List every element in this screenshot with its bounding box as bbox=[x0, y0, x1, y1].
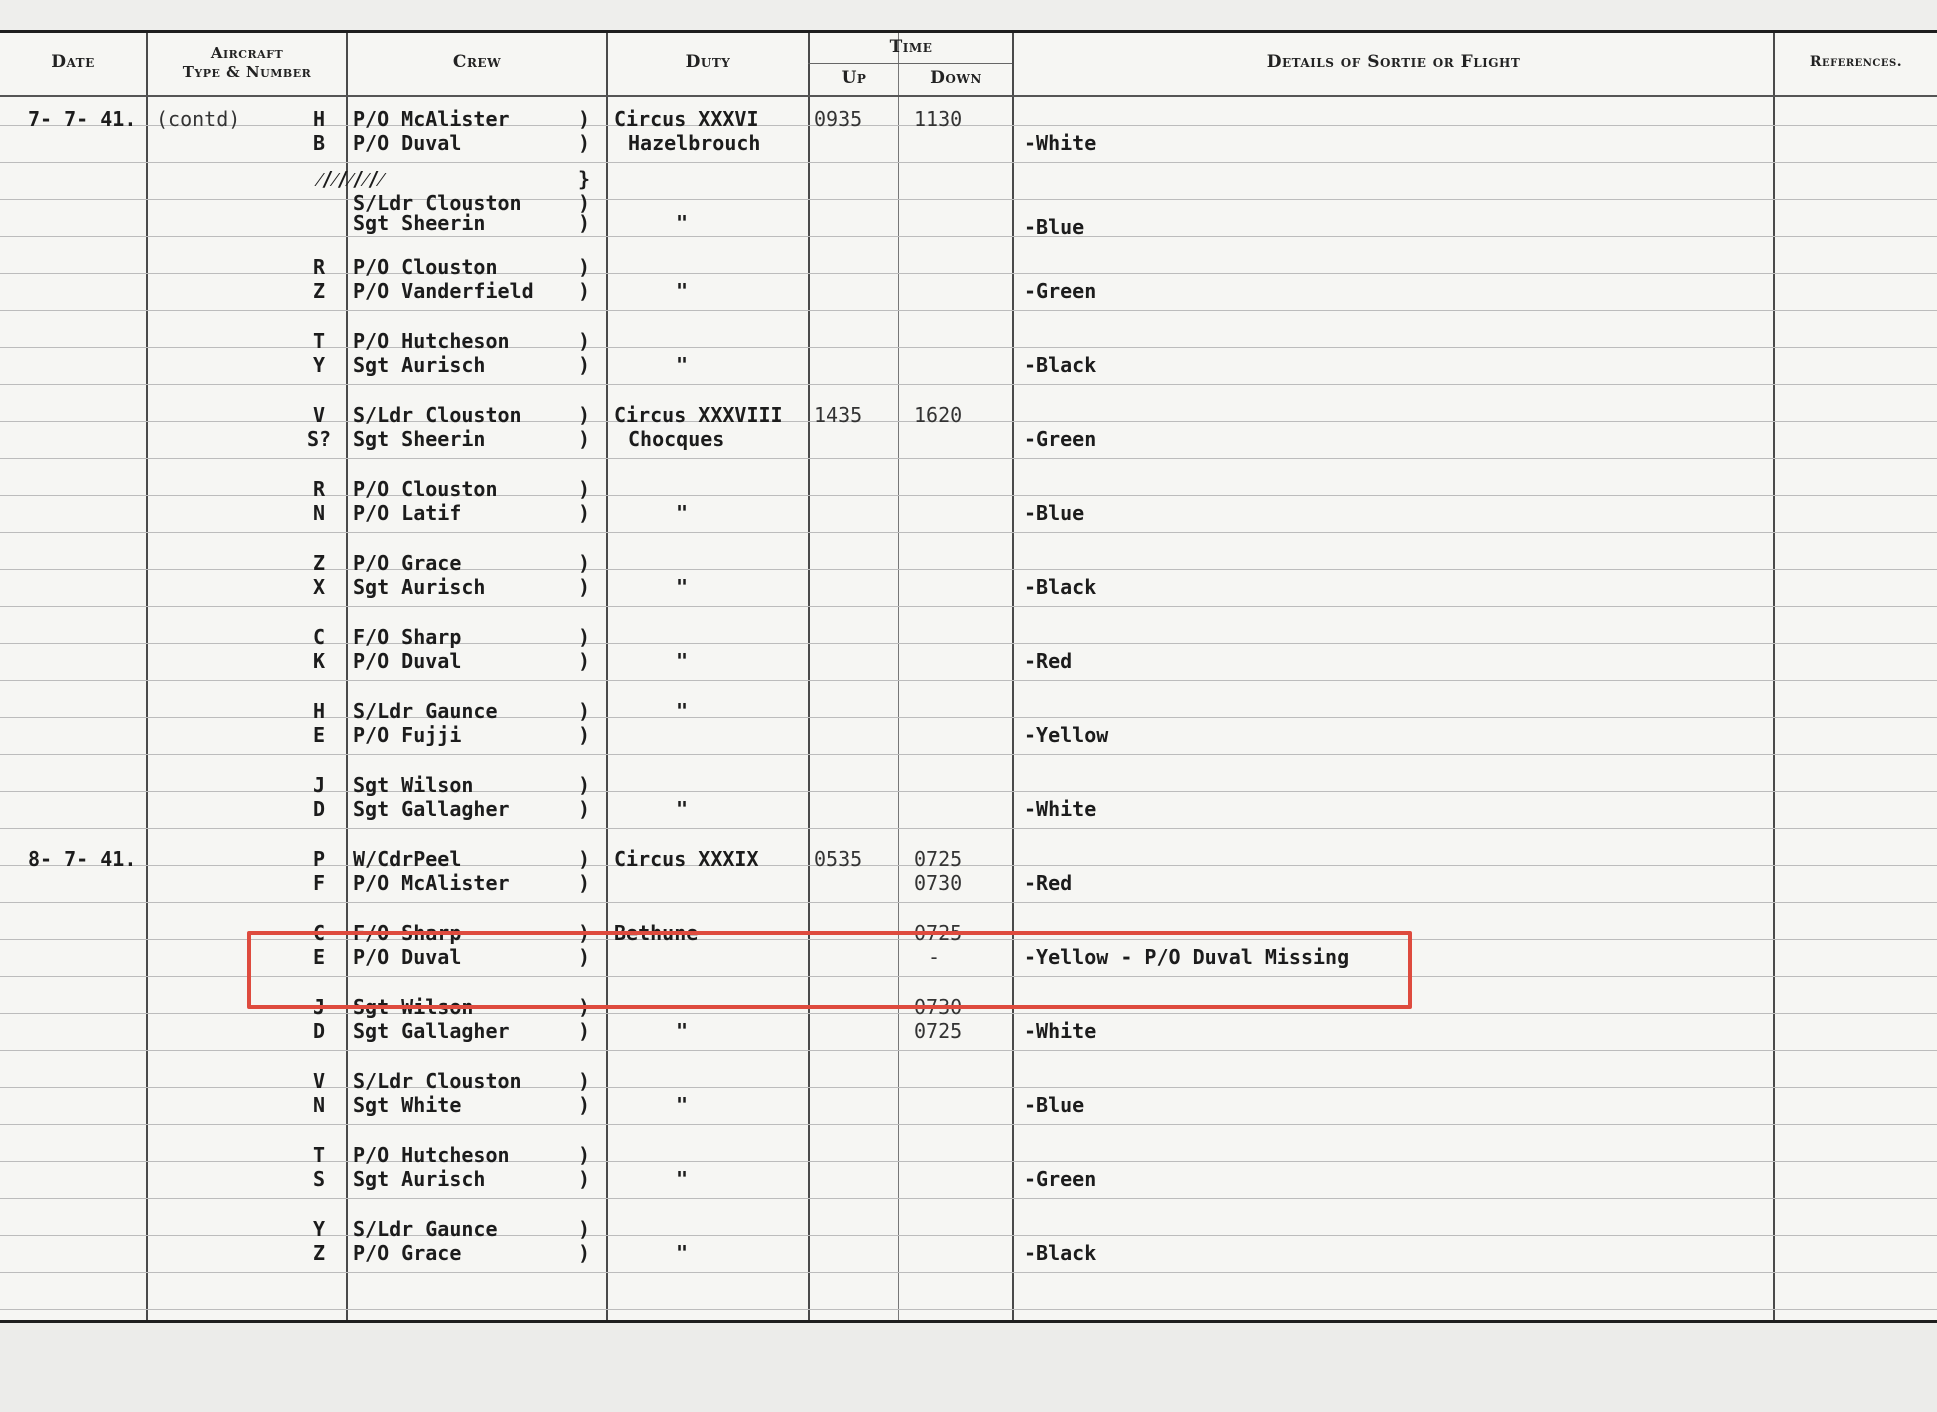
duty-ditto: " bbox=[676, 279, 689, 303]
crew-name: Sgt Aurisch bbox=[353, 575, 486, 599]
time-up: 0935 bbox=[814, 107, 863, 131]
time-down: 0725 bbox=[914, 921, 963, 945]
aircraft-letter: S? bbox=[307, 427, 332, 451]
crew-bracket: ) bbox=[578, 1241, 591, 1265]
crew-bracket: ) bbox=[578, 773, 591, 797]
ruled-line bbox=[0, 310, 1937, 311]
crew-bracket: ) bbox=[578, 1143, 591, 1167]
aircraft-letter: D bbox=[313, 1019, 326, 1043]
crew-bracket: ) bbox=[578, 107, 591, 131]
crew-bracket: ) bbox=[578, 847, 591, 871]
crew-name: P/O Clouston bbox=[353, 477, 498, 501]
crew-bracket: ) bbox=[578, 1093, 591, 1117]
crew-bracket: } bbox=[578, 167, 591, 191]
sortie-details: -Blue bbox=[1024, 501, 1085, 525]
crew-name: P/O Fujji bbox=[353, 723, 462, 747]
ruled-line bbox=[0, 162, 1937, 163]
duty-ditto: " bbox=[676, 1167, 689, 1191]
ruled-line bbox=[0, 1161, 1937, 1162]
sortie-details: -Red bbox=[1024, 649, 1073, 673]
crew-name: W/CdrPeel bbox=[353, 847, 462, 871]
aircraft-letter: V bbox=[313, 1069, 326, 1093]
crew-name: S/Ldr Gaunce bbox=[353, 1217, 498, 1241]
duty-ditto: " bbox=[676, 353, 689, 377]
entry-date: 7- 7- 41. bbox=[28, 107, 137, 131]
header-time-down: Down bbox=[930, 68, 982, 88]
aircraft-letter: Z bbox=[313, 279, 326, 303]
crew-bracket: ) bbox=[578, 1069, 591, 1093]
ruled-line bbox=[0, 606, 1937, 607]
aircraft-letter: X bbox=[313, 575, 326, 599]
sortie-details: -Green bbox=[1024, 279, 1097, 303]
time-down: 0725 bbox=[914, 1019, 963, 1043]
crew-bracket: ) bbox=[578, 1217, 591, 1241]
crew-name: P/O Hutcheson bbox=[353, 329, 510, 353]
aircraft-letter: Y bbox=[313, 1217, 326, 1241]
crew-bracket: ) bbox=[578, 501, 591, 525]
crew-name: S/Ldr Clouston bbox=[353, 191, 522, 215]
crew-bracket: ) bbox=[578, 211, 591, 235]
crew-bracket: ) bbox=[578, 1167, 591, 1191]
duty-ditto: " bbox=[676, 575, 689, 599]
crew-name: P/O Duval bbox=[353, 945, 462, 969]
aircraft-letter: J bbox=[313, 773, 326, 797]
aircraft-letter: Z bbox=[313, 551, 326, 575]
crew-bracket: ) bbox=[578, 995, 591, 1019]
crew-bracket: ) bbox=[578, 921, 591, 945]
header-duty: Duty bbox=[685, 52, 731, 72]
aircraft-letter: D bbox=[313, 797, 326, 821]
crew-name: Sgt Wilson bbox=[353, 773, 474, 797]
crew-name: S/Ldr Clouston bbox=[353, 1069, 522, 1093]
crew-name: Sgt Sheerin bbox=[353, 211, 486, 235]
header-aircraft-line2: Type & Number bbox=[182, 63, 312, 81]
ruled-line bbox=[0, 569, 1937, 570]
crew-name: P/O Duval bbox=[353, 131, 462, 155]
aircraft-letter: C bbox=[313, 625, 326, 649]
time-up: 0535 bbox=[814, 847, 863, 871]
ruled-line bbox=[0, 273, 1937, 274]
aircraft-letter: S bbox=[313, 1167, 326, 1191]
sortie-details: -Blue bbox=[1024, 1093, 1085, 1117]
aircraft-letter: K bbox=[313, 649, 326, 673]
duty-ditto: " bbox=[676, 211, 689, 235]
ruled-line bbox=[0, 458, 1937, 459]
time-down: 1620 bbox=[914, 403, 963, 427]
header-crew: Crew bbox=[452, 52, 502, 72]
ruled-line bbox=[0, 1087, 1937, 1088]
header-aircraft-line1: Aircraft bbox=[210, 44, 284, 62]
crew-name: P/O Vanderfield bbox=[353, 279, 534, 303]
aircraft-letter: C bbox=[313, 921, 326, 945]
aircraft-letter: E bbox=[313, 723, 326, 747]
crew-name: P/O McAlister bbox=[353, 107, 510, 131]
crew-bracket: ) bbox=[578, 477, 591, 501]
ruled-line bbox=[0, 125, 1937, 126]
duty-text: Bethune bbox=[614, 921, 699, 945]
ruled-line bbox=[0, 1013, 1937, 1014]
sortie-details: -White bbox=[1024, 797, 1097, 821]
ruled-line bbox=[0, 1198, 1937, 1199]
sortie-details: -Yellow bbox=[1024, 723, 1109, 747]
aircraft-letter: H bbox=[313, 107, 326, 131]
crew-name: P/O Duval bbox=[353, 649, 462, 673]
header-date: Date bbox=[51, 52, 95, 72]
entry-aircraft: (contd) bbox=[156, 107, 241, 131]
ruled-line bbox=[0, 421, 1937, 422]
crew-bracket: ) bbox=[578, 1019, 591, 1043]
top-margin bbox=[0, 0, 1937, 30]
aircraft-letter: R bbox=[313, 255, 326, 279]
entry-date: 8- 7- 41. bbox=[28, 847, 137, 871]
aircraft-letter: R bbox=[313, 477, 326, 501]
highlight-box-missing-entry bbox=[247, 931, 1412, 1009]
crew-name: Sgt Wilson bbox=[353, 995, 474, 1019]
crew-bracket: ) bbox=[578, 191, 591, 215]
crew-name: F/O Sharp bbox=[353, 625, 462, 649]
crew-bracket: ) bbox=[578, 649, 591, 673]
ruled-line bbox=[0, 384, 1937, 385]
duty-ditto: " bbox=[676, 649, 689, 673]
ruled-line bbox=[0, 1309, 1937, 1310]
ruled-line bbox=[0, 347, 1937, 348]
aircraft-letter: T bbox=[313, 329, 326, 353]
ruled-line bbox=[0, 1235, 1937, 1236]
header-time: Time bbox=[889, 37, 933, 57]
crew-name: Sgt White bbox=[353, 1093, 462, 1117]
crew-name: P/O Latif bbox=[353, 501, 462, 525]
duty-ditto: " bbox=[676, 1093, 689, 1117]
ruled-line bbox=[0, 1124, 1937, 1125]
ruled-line bbox=[0, 532, 1937, 533]
time-up: 1435 bbox=[814, 403, 863, 427]
aircraft-letter: F bbox=[313, 871, 326, 895]
crew-bracket: ) bbox=[578, 427, 591, 451]
crew-name: P/O Grace bbox=[353, 1241, 462, 1265]
crew-name: P/O Grace bbox=[353, 551, 462, 575]
crew-name: S/Ldr Gaunce bbox=[353, 699, 498, 723]
crew-name: Sgt Gallagher bbox=[353, 1019, 510, 1043]
ruled-line bbox=[0, 828, 1937, 829]
duty-text: Hazelbrouch bbox=[628, 131, 761, 155]
crew-bracket: ) bbox=[578, 255, 591, 279]
duty-text: Circus XXXIX bbox=[614, 847, 759, 871]
struck-out-crew: ⁄/⁄/⁄/⁄/⁄ bbox=[318, 167, 383, 191]
ruled-line bbox=[0, 236, 1937, 237]
crew-name: P/O McAlister bbox=[353, 871, 510, 895]
ruled-line bbox=[0, 717, 1937, 718]
crew-bracket: ) bbox=[578, 329, 591, 353]
sortie-details: -Blue bbox=[1024, 215, 1085, 239]
aircraft-letter: Z bbox=[313, 1241, 326, 1265]
crew-bracket: ) bbox=[578, 797, 591, 821]
crew-bracket: ) bbox=[578, 871, 591, 895]
crew-name: F/O Sharp bbox=[353, 921, 462, 945]
sortie-details: -White bbox=[1024, 1019, 1097, 1043]
time-down: 0725 bbox=[914, 847, 963, 871]
sortie-details: -White bbox=[1024, 131, 1097, 155]
ruled-line bbox=[0, 643, 1937, 644]
header-references: References. bbox=[1809, 54, 1903, 70]
crew-bracket: ) bbox=[578, 699, 591, 723]
sortie-details: -Black bbox=[1024, 353, 1097, 377]
crew-bracket: ) bbox=[578, 723, 591, 747]
aircraft-letter: E bbox=[313, 945, 326, 969]
crew-name: Sgt Gallagher bbox=[353, 797, 510, 821]
time-subheader-rule bbox=[808, 63, 1012, 64]
header-time-up: Up bbox=[841, 68, 867, 88]
time-down: 0730 bbox=[914, 995, 963, 1019]
crew-bracket: ) bbox=[578, 945, 591, 969]
crew-name: Sgt Aurisch bbox=[353, 353, 486, 377]
ruled-line bbox=[0, 754, 1937, 755]
duty-ditto: " bbox=[676, 699, 689, 723]
aircraft-letter: B bbox=[313, 131, 326, 155]
ruled-line bbox=[0, 199, 1937, 200]
ruled-line bbox=[0, 865, 1937, 866]
aircraft-letter: V bbox=[313, 403, 326, 427]
time-down: - bbox=[928, 945, 941, 969]
crew-name: P/O Hutcheson bbox=[353, 1143, 510, 1167]
crew-bracket: ) bbox=[578, 353, 591, 377]
crew-bracket: ) bbox=[578, 279, 591, 303]
crew-name: Sgt Aurisch bbox=[353, 1167, 486, 1191]
time-down: 1130 bbox=[914, 107, 963, 131]
crew-name: P/O Clouston bbox=[353, 255, 498, 279]
crew-name: S/Ldr Clouston bbox=[353, 403, 522, 427]
crew-bracket: ) bbox=[578, 403, 591, 427]
sortie-details: -Red bbox=[1024, 871, 1073, 895]
sortie-details: -Green bbox=[1024, 427, 1097, 451]
header-details: Details of Sortie or Flight bbox=[1266, 52, 1521, 72]
crew-bracket: ) bbox=[578, 575, 591, 599]
sortie-details: -Green bbox=[1024, 1167, 1097, 1191]
duty-ditto: " bbox=[676, 797, 689, 821]
duty-ditto: " bbox=[676, 1241, 689, 1265]
aircraft-letter: N bbox=[313, 501, 326, 525]
aircraft-letter: N bbox=[313, 1093, 326, 1117]
aircraft-letter: Y bbox=[313, 353, 326, 377]
ruled-line bbox=[0, 902, 1937, 903]
crew-name: Sgt Sheerin bbox=[353, 427, 486, 451]
duty-text: Chocques bbox=[628, 427, 725, 451]
aircraft-letter: P bbox=[313, 847, 326, 871]
time-down: 0730 bbox=[914, 871, 963, 895]
duty-ditto: " bbox=[676, 501, 689, 525]
duty-ditto: " bbox=[676, 1019, 689, 1043]
aircraft-letter: J bbox=[313, 995, 326, 1019]
sortie-details: -Yellow - P/O Duval Missing bbox=[1024, 945, 1350, 969]
ruled-line bbox=[0, 1050, 1937, 1051]
duty-text: Circus XXXVI bbox=[614, 107, 759, 131]
entries-body bbox=[0, 97, 1937, 1320]
crew-bracket: ) bbox=[578, 551, 591, 575]
duty-text: Circus XXXVIII bbox=[614, 403, 783, 427]
ruled-line bbox=[0, 680, 1937, 681]
aircraft-letter: T bbox=[313, 1143, 326, 1167]
crew-bracket: ) bbox=[578, 625, 591, 649]
top-border bbox=[0, 30, 1937, 33]
sortie-details: -Black bbox=[1024, 1241, 1097, 1265]
ruled-line bbox=[0, 1272, 1937, 1273]
ruled-line bbox=[0, 495, 1937, 496]
bottom-margin bbox=[0, 1323, 1937, 1412]
sortie-details: -Black bbox=[1024, 575, 1097, 599]
aircraft-letter: H bbox=[313, 699, 326, 723]
crew-bracket: ) bbox=[578, 131, 591, 155]
ruled-line bbox=[0, 791, 1937, 792]
